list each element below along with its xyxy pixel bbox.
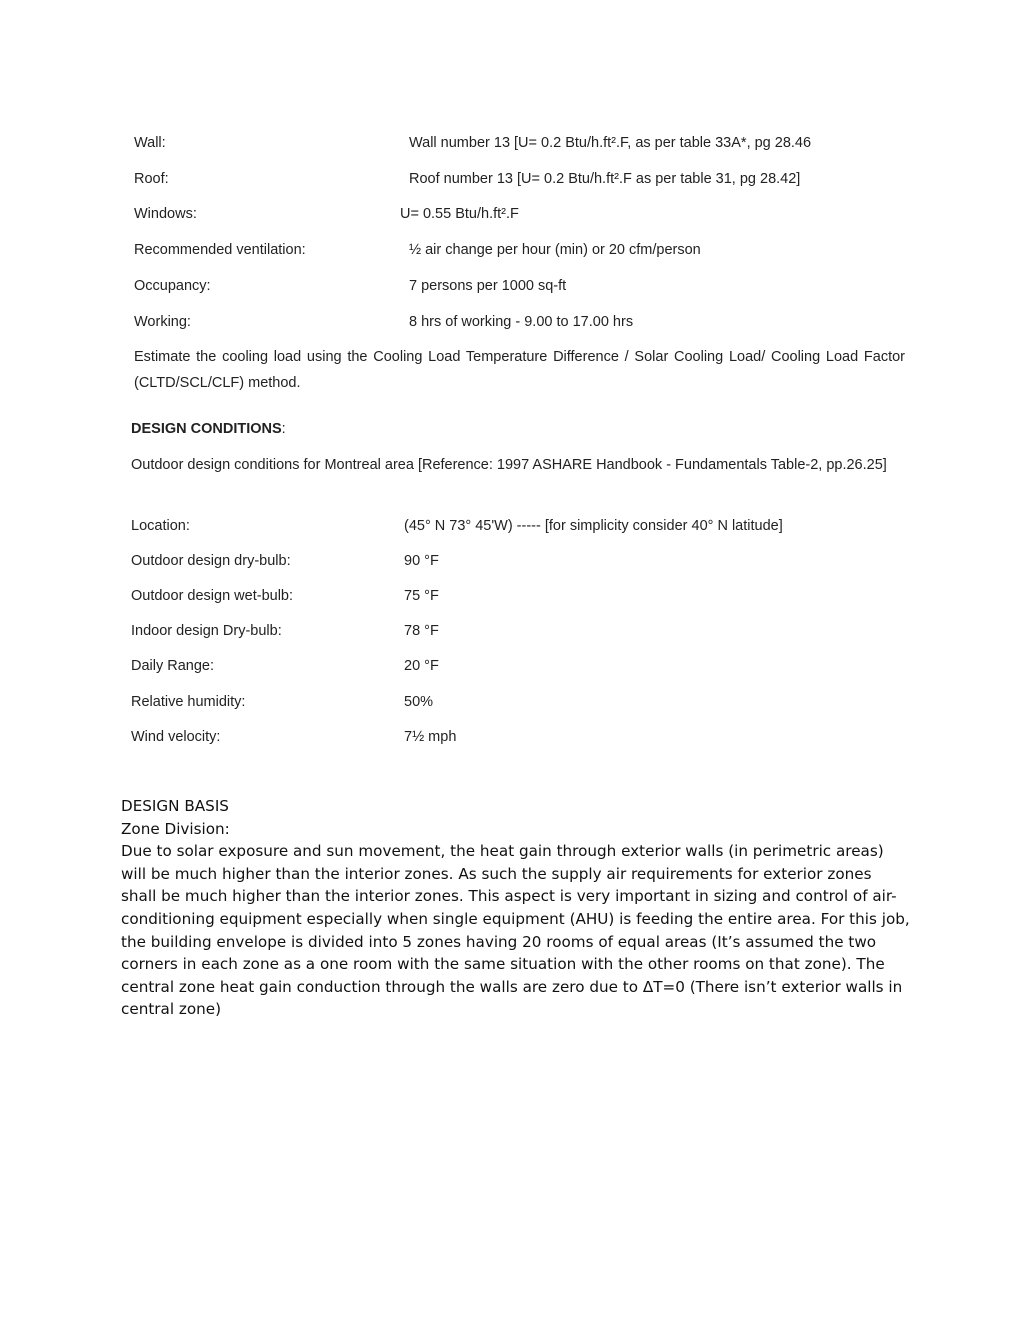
condition-value: (45° N 73° 45'W) ----- [for simplicity consider 40° N latitude] (404, 518, 783, 534)
spec-value: Wall number 13 [U= 0.2 Btu/h.ft².F, as per table 33A*, pg 28.46 (409, 135, 812, 151)
spec-value: 8 hrs of working - 9.00 to 17.00 hrs (409, 314, 634, 330)
spec-value: Roof number 13 [U= 0.2 Btu/h.ft².F as per table 31, pg 28.42] (409, 171, 801, 187)
spec-label: Working: (134, 314, 191, 330)
spec-value: ½ air change per hour (min) or 20 cfm/person (409, 242, 701, 258)
estimate-paragraph: Estimate the cooling load using the Cooling Load Temperature Difference / Solar Cooling Load/ Cooling Load Factor (CLTD/SCL/CLF) method. (134, 349, 905, 391)
condition-label: Outdoor design dry-bulb: (131, 553, 291, 569)
zone-division-body: Due to solar exposure and sun movement, the heat gain through exterior walls (in perimetric areas) will be much higher than the interior zones. As such the supply air requirements for exterior zones shall be much higher than the interior zones. This aspect is very important in sizing and control of air-conditioning equipment especially when single equipment (AHU) is feeding the entire area. For this job, the building envelope is divided into 5 zones having 20 rooms of equal areas (It’s assumed the two corners in each zone as a one room with the same situation with the other rooms on that zone). The central zone heat gain conduction through the walls are zero due to ΔT=0 (There isn’t exterior walls in central zone) (121, 842, 910, 1019)
design-conditions-colon: : (281, 421, 286, 437)
condition-label: Wind velocity: (131, 729, 221, 745)
spec-label: Windows: (134, 206, 197, 222)
design-basis-section (121, 795, 911, 1021)
spec-value: U= 0.55 Btu/h.ft².F (400, 206, 519, 222)
condition-value: 7½ mph (404, 729, 457, 745)
spec-value: 7 persons per 1000 sq-ft (409, 278, 567, 294)
condition-label: Relative humidity: (131, 694, 246, 710)
design-conditions-intro: Outdoor design conditions for Montreal area [Reference: 1997 ASHARE Handbook - Fundamentals Table-2, pp.26.25] (131, 457, 887, 473)
condition-value: 20 °F (404, 658, 439, 674)
spec-label: Wall: (134, 135, 166, 151)
condition-value: 78 °F (404, 623, 439, 639)
zone-division-subtitle: Zone Division: (121, 819, 230, 838)
design-conditions-title: DESIGN CONDITIONS (131, 421, 282, 437)
spec-label: Recommended ventilation: (134, 242, 306, 258)
condition-value: 90 °F (404, 553, 439, 569)
condition-label: Indoor design Dry-bulb: (131, 623, 282, 639)
condition-value: 50% (404, 694, 434, 710)
design-conditions-heading (131, 421, 286, 437)
design-basis-title: DESIGN BASIS (121, 797, 229, 815)
spec-label: Roof: (134, 171, 169, 187)
condition-label: Daily Range: (131, 658, 215, 674)
condition-label: Outdoor design wet-bulb: (131, 588, 294, 604)
condition-label: Location: (131, 518, 190, 534)
spec-label: Occupancy: (134, 278, 211, 294)
condition-value: 75 °F (404, 588, 439, 604)
